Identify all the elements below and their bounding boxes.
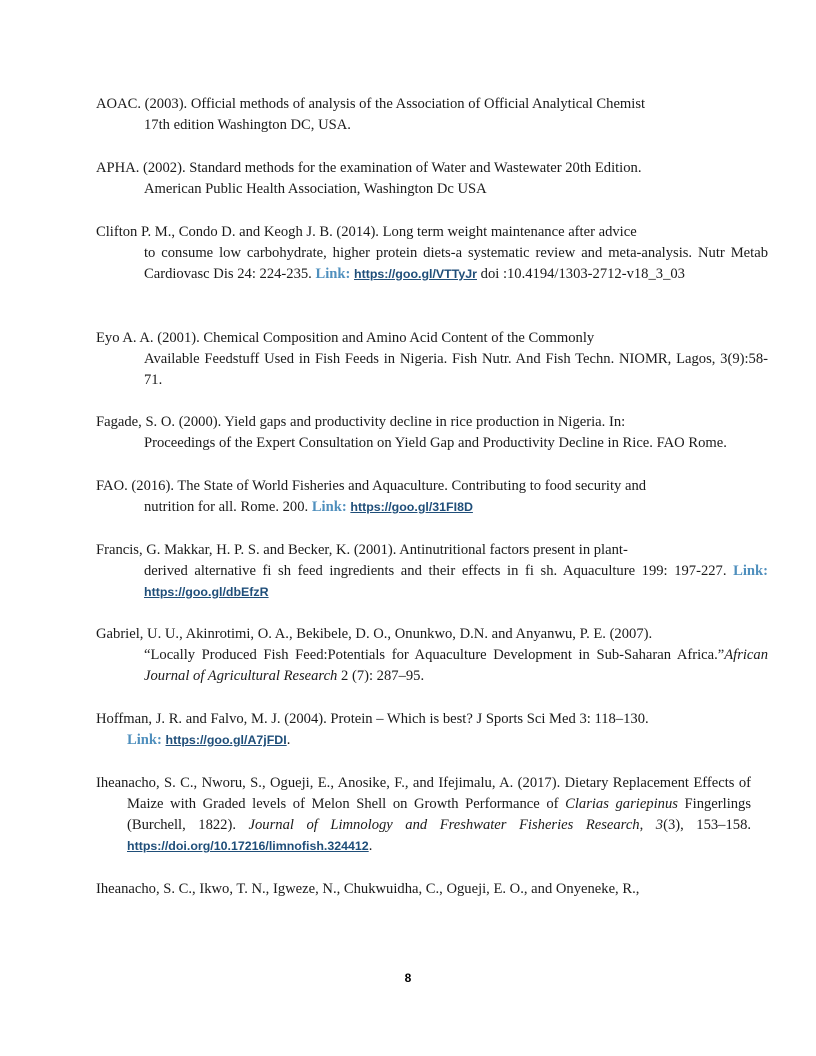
link-label: Link: [733,563,768,579]
reference-clifton: Clifton P. M., Condo D. and Keogh J. B. (2014). Long term weight maintenance after advice to consume low carbohydrate, higher protein diets-a systematic review and meta-analysis. Nutr Metab Cardiovasc Dis 24: 224-235. Link: https://goo.gl/VTTyJr doi :10.4194/1303-2712-v18_3_03 [96,224,768,282]
reference-link[interactable]: https://goo.gl/31FI8D [350,500,473,514]
page-number: 8 [404,971,412,985]
reference-hoffman: Hoffman, J. R. and Falvo, M. J. (2004). Protein – Which is best? J Sports Sci Med 3: 118–130. Link: https://goo.gl/A7jFDI. [96,711,649,748]
reference-link[interactable]: https://goo.gl/A7jFDI [165,733,287,747]
reference-apha: APHA. (2002). Standard methods for the examination of Water and Wastewater 20th Edition. American Public Health Association, Washington Dc USA [96,160,642,197]
link-label: Link: [127,732,162,748]
link-label: Link: [315,266,351,282]
reference-francis: Francis, G. Makkar, H. P. S. and Becker, K. (2001). Antinutritional factors present in plant- derived alternative fi sh feed ingredients and their effects in fi sh. Aquaculture 199: 197-227. Link: https://goo.gl/dbEfzR [96,542,768,599]
reference-fao: FAO. (2016). The State of World Fisheries and Aquaculture. Contributing to food security and nutrition for all. Rome. 200. Link: https://goo.gl/31FI8D [96,478,647,515]
reference-iheanacho-partial: Iheanacho, S. C., Ikwo, T. N., Igweze, N., Chukwuidha, C., Ogueji, E. O., and Onyeneke, R., [96,881,640,897]
link-label: Link: [311,499,347,515]
reference-link[interactable]: https://goo.gl/VTTyJr [354,267,477,281]
reference-fagade: Fagade, S. O. (2000). Yield gaps and productivity decline in rice production in Nigeria. In: Proceedings of the Expert Consultation on Yield Gap and Productivity Decline in Rice. FAO Rome. [96,414,727,451]
reference-link[interactable]: https://goo.gl/dbEfzR [144,585,269,599]
reference-iheanacho-2017: Iheanacho, S. C., Nworu, S., Ogueji, E., Anosike, F., and Ifejimalu, A. (2017). Dietary Replacement Effects of Maize with Graded levels of Melon Shell on Growth Performance of Clarias gariepinus Fingerlings (Burchell, 1822). Journal of Limnology and Freshwater Fisheries Research, 3(3), 153–158. https://doi.org/10.17216/limnofish.324412. [96,775,752,854]
reference-aoac: AOAC. (2003). Official methods of analysis of the Association of Official Analytical Chemist 17th edition Washington DC, USA. [96,96,646,133]
reference-eyo: Eyo A. A. (2001). Chemical Composition and Amino Acid Content of the Commonly Available Feedstuff Used in Fish Feeds in Nigeria. Fish Nutr. And Fish Techn. NIOMR, Lagos, 3(9):58-71. [96,330,768,388]
reference-link[interactable]: https://doi.org/10.17216/limnofish.324412 [127,839,369,853]
reference-gabriel: Gabriel, U. U., Akinrotimi, O. A., Bekibele, D. O., Onunkwo, D.N. and Anyanwu, P. E. (2007). “Locally Produced Fish Feed:Potentials for Aquaculture Development in Sub-Saharan Africa.”African Journal of Agricultural Research 2 (7): 287–95. [96,626,768,684]
